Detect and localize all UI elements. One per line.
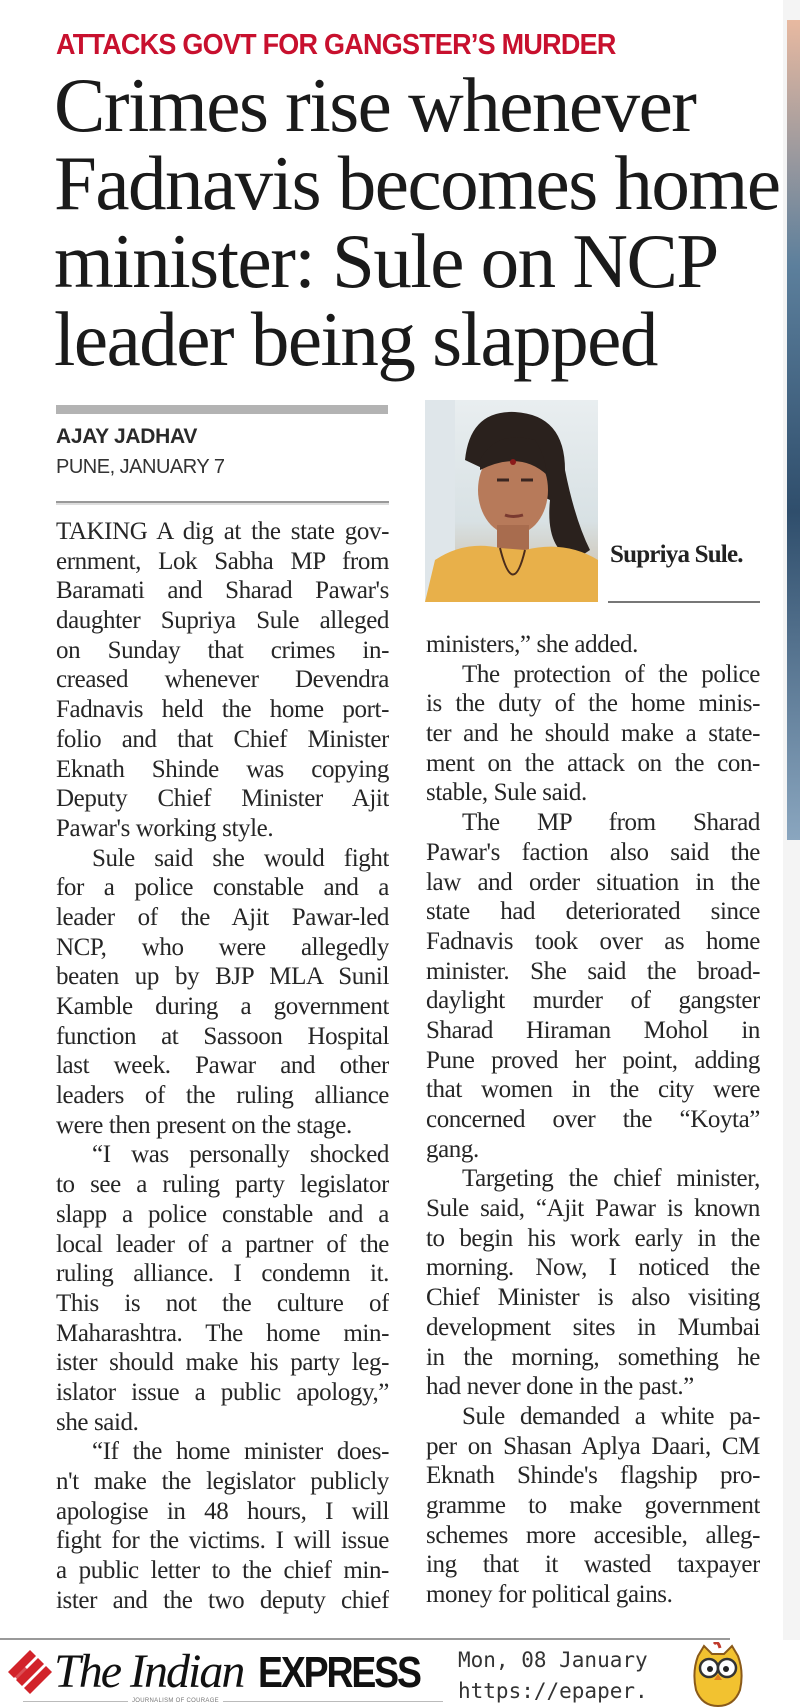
text-line: state had deteriorated since <box>426 898 760 926</box>
text-line: Chief Minister is also visiting <box>426 1284 760 1312</box>
text-line: Pawar's working style. <box>56 814 274 842</box>
adjacent-page-image <box>787 20 800 840</box>
text-line: folio and that Chief Minister <box>56 725 389 753</box>
article-paragraph <box>426 1164 760 1402</box>
text-line: Baramati and Sharad Pawar's <box>56 577 389 605</box>
article-paragraph <box>56 844 389 1141</box>
text-line: on Sunday that crimes in- <box>56 636 389 664</box>
text-line: is the duty of the home minis- <box>426 690 760 718</box>
text-line: she said. <box>56 1408 139 1436</box>
text-line: Eknath Shinde's flagship pro- <box>426 1462 760 1490</box>
article-column-right <box>426 630 760 1610</box>
text-line: law and order situation in the <box>426 868 760 896</box>
headline-line: minister: Sule on NCP <box>54 218 718 304</box>
article-paragraph <box>56 1437 389 1615</box>
author-name: AJAY JADHAV <box>56 425 198 448</box>
text-line: Pune proved her point, adding <box>426 1046 760 1074</box>
text-line: The protection of the police <box>462 660 760 688</box>
text-line: gramme to make government <box>426 1491 760 1519</box>
text-line: ministers,” she added. <box>426 631 638 658</box>
text-line: Eknath Shinde was copying <box>56 755 389 783</box>
text-line: per on Shasan Aplya Daari, CM <box>426 1432 760 1460</box>
article-paragraph <box>426 660 760 808</box>
headline-line: Crimes rise whenever <box>54 62 696 148</box>
epaper-url[interactable]: https://epaper. <box>458 1679 648 1703</box>
text-line: to see a ruling party legislator <box>56 1171 389 1199</box>
text-line: The MP from Sharad <box>462 809 760 837</box>
text-line: leader of the Ajit Pawar-led <box>56 903 389 931</box>
text-line: minister. She said the broad- <box>426 957 760 985</box>
text-line: slapp a police constable and a <box>56 1200 389 1228</box>
article-paragraph <box>426 1402 760 1610</box>
express-stripes-icon <box>8 1650 52 1698</box>
text-line: ing that it wasted taxpayer <box>426 1551 760 1579</box>
text-line: This is not the culture of <box>56 1289 389 1317</box>
text-line: gang. <box>426 1135 479 1163</box>
text-line: n't make the legislator publicly <box>56 1468 389 1495</box>
footer-divider <box>0 1638 730 1640</box>
text-line: Maharashtra. The home min- <box>56 1319 389 1347</box>
text-line: Targeting the chief minister, <box>462 1165 760 1193</box>
headline <box>54 62 780 382</box>
text-line: that women in the city were <box>426 1076 760 1104</box>
text-line: ister and the two deputy chief <box>56 1586 389 1614</box>
text-line: were then present on the stage. <box>56 1111 352 1139</box>
photo-supriya-sule <box>425 400 598 602</box>
text-line: schemes more accesible, alleg- <box>426 1521 760 1549</box>
indian-express-logo <box>8 1646 448 1704</box>
text-line: fight for the victims. I will issue <box>56 1527 389 1555</box>
logo-tagline-rule <box>23 1701 443 1702</box>
text-line: ister should make his party leg- <box>56 1349 389 1377</box>
edition-date: Mon, 08 January <box>458 1648 648 1672</box>
text-line: Sule said she would fight <box>92 844 389 872</box>
text-line: leaders of the ruling alliance <box>56 1082 389 1110</box>
text-line: Pawar's faction also said the <box>426 838 760 866</box>
text-line: beaten up by BJP MLA Sunil <box>56 963 389 991</box>
text-line: for a police constable and a <box>56 874 389 902</box>
text-line: ter and he should make a state- <box>426 720 760 748</box>
article-paragraph <box>56 517 389 844</box>
article-paragraph <box>426 808 760 1164</box>
article-paragraph <box>56 1140 389 1437</box>
text-line: daughter Supriya Sule alleged <box>56 607 389 635</box>
article-paragraph <box>426 630 760 660</box>
text-line: Sule said, “Ajit Pawar is known <box>426 1195 760 1223</box>
text-line: “If the home minister does- <box>92 1438 389 1466</box>
kicker-headline: ATTACKS GOVT FOR GANGSTER’S MURDER <box>56 29 616 61</box>
text-line: apologise in 48 hours, I will <box>56 1497 389 1525</box>
text-line: Kamble during a government <box>56 993 389 1020</box>
text-line: local leader of a partner of the <box>56 1230 389 1258</box>
text-line: Fadnavis took over as home <box>426 927 760 955</box>
article-column-left <box>56 517 389 1615</box>
text-line: ment on the attack on the con- <box>426 749 760 777</box>
text-line: money for political gains. <box>426 1581 673 1608</box>
text-line: to begin his work early in the <box>426 1224 760 1252</box>
text-line: a public letter to the chief min- <box>56 1557 389 1585</box>
text-line: Sharad Hiraman Mohol in <box>426 1016 760 1044</box>
text-line: islator issue a public apology,” <box>56 1378 389 1406</box>
text-line: concerned over the “Koyta” <box>426 1106 760 1133</box>
text-line: NCP, who were allegedly <box>56 933 389 961</box>
text-line: function at Sassoon Hospital <box>56 1022 389 1050</box>
text-line: Sule demanded a white pa- <box>462 1402 760 1430</box>
text-line: ruling alliance. I condemn it. <box>56 1260 389 1288</box>
text-line: ernment, Lok Sabha MP from <box>56 547 389 575</box>
text-line: daylight murder of gangster <box>426 987 760 1015</box>
text-line: stable, Sule said. <box>426 779 587 807</box>
text-line: morning. Now, I noticed the <box>426 1254 760 1282</box>
text-line: had never done in the past.” <box>426 1373 694 1401</box>
text-line: creased whenever Devendra <box>56 666 389 694</box>
dateline-divider <box>56 501 389 503</box>
text-line: TAKING A dig at the state gov- <box>56 518 389 545</box>
caption-divider <box>608 601 760 603</box>
text-line: in the morning, something he <box>426 1343 760 1371</box>
text-line: “I was personally shocked <box>92 1141 389 1169</box>
logo-tagline: JOURNALISM OF COURAGE <box>128 1698 223 1705</box>
byline-rule <box>56 405 388 414</box>
owl-icon <box>690 1642 746 1708</box>
text-line: Deputy Chief Minister Ajit <box>56 785 389 813</box>
logo-express: EXPRESS <box>258 1648 420 1697</box>
photo-caption: Supriya Sule. <box>610 541 743 568</box>
portrait-image <box>425 400 598 602</box>
headline-line: Fadnavis becomes home <box>54 140 780 226</box>
headline-line: leader being slapped <box>54 296 657 382</box>
logo-the-indian: The Indian <box>54 1645 244 1698</box>
text-line: Fadnavis held the home port- <box>56 696 389 724</box>
text-line: development sites in Mumbai <box>426 1313 760 1341</box>
dateline: PUNE, JANUARY 7 <box>56 456 225 478</box>
text-line: last week. Pawar and other <box>56 1052 389 1080</box>
